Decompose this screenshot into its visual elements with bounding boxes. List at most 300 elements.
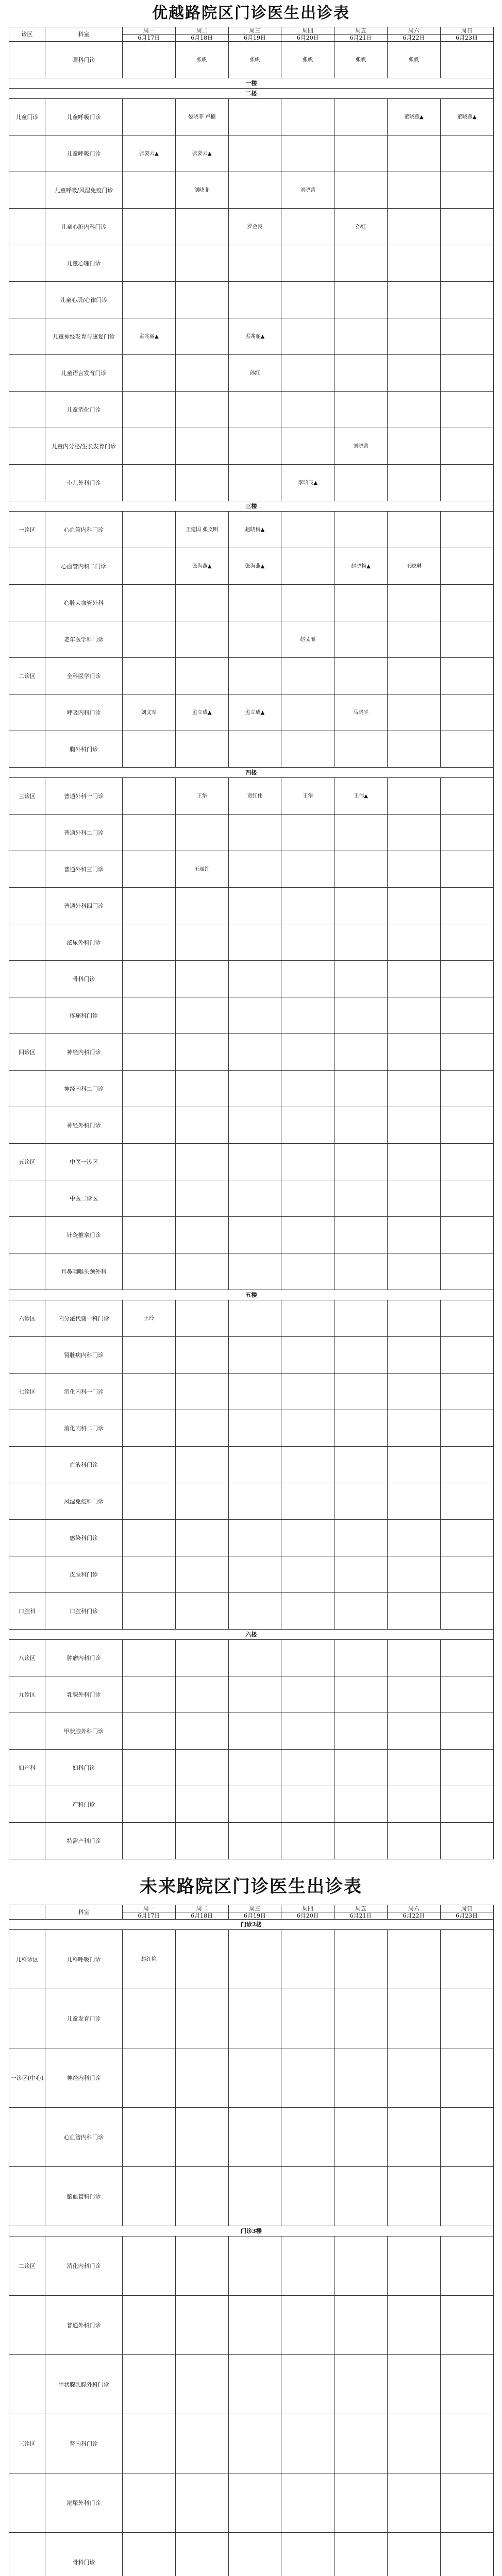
doctor-cell <box>123 1640 176 1676</box>
doctor-cell <box>281 585 334 621</box>
floor-label: 二楼 <box>9 89 494 99</box>
area-cell: 六诊区 <box>9 1300 45 1337</box>
doctor-cell <box>123 1556 176 1593</box>
doctor-cell <box>175 2296 228 2355</box>
doctor-cell <box>281 1144 334 1180</box>
doctor-cell <box>175 924 228 961</box>
area-cell <box>9 851 45 888</box>
table-row <box>9 1410 494 1447</box>
doctor-cell <box>440 1483 493 1520</box>
area-cell <box>9 1253 45 1290</box>
doctor-cell <box>334 888 388 924</box>
floor-divider-row <box>9 768 494 778</box>
doctor-cell: 王建国 张文明 <box>175 512 228 548</box>
doctor-cell <box>334 2355 388 2414</box>
doctor-cell <box>387 1180 440 1217</box>
floor-label: 五楼 <box>9 1290 494 1300</box>
area-cell: 三诊区 <box>9 2414 45 2473</box>
table-row <box>9 2414 494 2473</box>
doctor-cell <box>175 1410 228 1447</box>
table-row <box>9 1786 494 1823</box>
department-cell: 神经内科门诊 <box>45 1034 123 1071</box>
doctor-cell <box>228 888 281 924</box>
doctor-cell <box>228 1989 281 2048</box>
header-weekday: 周二 <box>175 1905 228 1912</box>
doctor-cell <box>281 731 334 768</box>
table-row <box>9 888 494 924</box>
doctor-cell <box>228 1337 281 1374</box>
doctor-cell <box>175 1483 228 1520</box>
header-date: 6月23日 <box>440 35 493 42</box>
department-cell: 心血管内科二门诊 <box>45 548 123 585</box>
table-row <box>9 135 494 172</box>
doctor-cell <box>440 1447 493 1483</box>
doctor-cell <box>440 172 493 209</box>
doctor-cell <box>228 1144 281 1180</box>
doctor-cell <box>175 1217 228 1253</box>
area-cell <box>9 548 45 585</box>
doctor-cell <box>175 1786 228 1823</box>
area-cell <box>9 585 45 621</box>
doctor-cell <box>334 512 388 548</box>
doctor-cell <box>440 1217 493 1253</box>
doctor-cell <box>175 1300 228 1337</box>
doctor-cell <box>440 1300 493 1337</box>
doctor-cell <box>387 135 440 172</box>
doctor-cell <box>123 1989 176 2048</box>
doctor-cell <box>387 1034 440 1071</box>
doctor-cell <box>440 2108 493 2167</box>
department-cell: 中医二诊区 <box>45 1180 123 1217</box>
doctor-cell <box>387 1300 440 1337</box>
header-date: 6月18日 <box>175 1912 228 1920</box>
doctor-cell <box>281 815 334 851</box>
department-cell: 普通外科门诊 <box>45 2296 123 2355</box>
table-row <box>9 815 494 851</box>
doctor-cell <box>175 2473 228 2533</box>
doctor-cell <box>334 172 388 209</box>
doctor-cell <box>123 245 176 282</box>
area-cell: 一诊区 <box>9 512 45 548</box>
department-cell: 心血管内科门诊 <box>45 512 123 548</box>
doctor-cell <box>281 2414 334 2473</box>
area-cell: 二诊区 <box>9 658 45 694</box>
table-row <box>9 1180 494 1217</box>
doctor-cell <box>440 1071 493 1107</box>
doctor-cell <box>123 428 176 465</box>
doctor-cell <box>228 1071 281 1107</box>
doctor-cell <box>440 209 493 245</box>
doctor-cell <box>387 1071 440 1107</box>
doctor-cell <box>440 1520 493 1556</box>
department-cell: 产科门诊 <box>45 1786 123 1823</box>
doctor-cell <box>228 1374 281 1410</box>
doctor-cell <box>440 1107 493 1144</box>
department-cell: 儿童语言发育门诊 <box>45 355 123 392</box>
department-cell: 中医一诊区 <box>45 1144 123 1180</box>
floor-divider-row <box>9 1290 494 1300</box>
table-row <box>9 961 494 997</box>
doctor-cell <box>281 1823 334 1859</box>
doctor-cell: 张帆 <box>281 42 334 78</box>
doctor-cell <box>387 2355 440 2414</box>
doctor-cell <box>334 585 388 621</box>
area-cell: 一诊区(中心) <box>9 2048 45 2108</box>
doctor-cell <box>387 2167 440 2226</box>
doctor-cell <box>334 1786 388 1823</box>
doctor-cell: 王晓琳 <box>387 548 440 585</box>
doctor-cell <box>440 2533 493 2576</box>
doctor-cell <box>175 1593 228 1630</box>
department-cell: 妇科门诊 <box>45 1750 123 1786</box>
area-cell: 妇产科 <box>9 1750 45 1786</box>
doctor-cell: 张帆 <box>228 42 281 78</box>
doctor-cell: 贾红伟 <box>228 778 281 815</box>
doctor-cell <box>123 282 176 318</box>
doctor-cell <box>440 282 493 318</box>
floor-label: 三楼 <box>9 501 494 512</box>
doctor-cell <box>387 2414 440 2473</box>
doctor-cell <box>123 1713 176 1750</box>
doctor-cell <box>175 355 228 392</box>
doctor-cell <box>334 1217 388 1253</box>
doctor-cell <box>334 1144 388 1180</box>
doctor-cell: 罗金良 <box>228 209 281 245</box>
table-row <box>9 209 494 245</box>
doctor-cell <box>334 815 388 851</box>
department-cell: 全科医学门诊 <box>45 658 123 694</box>
table-row <box>9 2167 494 2226</box>
doctor-cell <box>440 1034 493 1071</box>
doctor-cell <box>228 2048 281 2108</box>
department-cell: 针灸推拿门诊 <box>45 1217 123 1253</box>
doctor-cell <box>387 2048 440 2108</box>
table-row <box>9 1144 494 1180</box>
doctor-cell <box>387 465 440 501</box>
doctor-cell <box>387 1483 440 1520</box>
doctor-cell <box>123 1823 176 1859</box>
doctor-cell <box>228 997 281 1034</box>
doctor-cell <box>228 428 281 465</box>
doctor-cell <box>387 1107 440 1144</box>
department-cell: 甲状腺外科门诊 <box>45 1713 123 1750</box>
area-cell <box>9 355 45 392</box>
doctor-cell <box>334 1676 388 1713</box>
area-cell <box>9 621 45 658</box>
table-row <box>9 355 494 392</box>
doctor-cell <box>387 851 440 888</box>
doctor-cell <box>387 731 440 768</box>
department-cell: 皮肤科门诊 <box>45 1556 123 1593</box>
department-cell: 儿童心理门诊 <box>45 245 123 282</box>
doctor-cell <box>175 282 228 318</box>
doctor-cell <box>123 1593 176 1630</box>
doctor-cell <box>440 1786 493 1823</box>
doctor-cell <box>123 1676 176 1713</box>
doctor-cell <box>123 1374 176 1410</box>
department-cell: 神经外科门诊 <box>45 1107 123 1144</box>
header-date: 6月18日 <box>175 35 228 42</box>
doctor-cell <box>440 778 493 815</box>
department-cell: 呼吸内科门诊 <box>45 694 123 731</box>
doctor-cell <box>387 997 440 1034</box>
floor-label: 门诊2楼 <box>9 1920 494 1930</box>
table-row <box>9 512 494 548</box>
doctor-cell <box>123 1410 176 1447</box>
doctor-cell <box>387 924 440 961</box>
doctor-cell <box>334 1823 388 1859</box>
doctor-cell <box>281 99 334 135</box>
area-cell: 五诊区 <box>9 1144 45 1180</box>
doctor-cell <box>440 1556 493 1593</box>
schedule-table <box>9 27 494 1859</box>
doctor-cell <box>281 1676 334 1713</box>
table-row <box>9 465 494 501</box>
doctor-cell <box>228 2533 281 2576</box>
doctor-cell <box>228 1410 281 1447</box>
doctor-cell: 晏晓菲 卢楠 <box>175 99 228 135</box>
department-cell: 脑血管科门诊 <box>45 2167 123 2226</box>
doctor-cell <box>175 1823 228 1859</box>
doctor-cell <box>440 1823 493 1859</box>
doctor-cell <box>387 1713 440 1750</box>
floor-divider-row <box>9 1630 494 1640</box>
doctor-cell <box>440 2048 493 2108</box>
table-row <box>9 2473 494 2533</box>
header-weekday: 周四 <box>281 27 334 35</box>
header-date: 6月17日 <box>123 35 176 42</box>
doctor-cell <box>387 1374 440 1410</box>
doctor-cell <box>440 2296 493 2355</box>
department-cell: 心血管内科门诊 <box>45 2108 123 2167</box>
doctor-cell: 王华 <box>175 778 228 815</box>
doctor-cell <box>440 465 493 501</box>
doctor-cell <box>175 1180 228 1217</box>
doctor-cell <box>387 1640 440 1676</box>
area-cell <box>9 1713 45 1750</box>
doctor-cell <box>334 1640 388 1676</box>
doctor-cell <box>281 888 334 924</box>
table-row <box>9 1217 494 1253</box>
table-row <box>9 2108 494 2167</box>
doctor-cell <box>387 585 440 621</box>
table-row <box>9 1034 494 1071</box>
doctor-cell <box>123 2296 176 2355</box>
doctor-cell <box>175 2048 228 2108</box>
department-cell: 特需产科门诊 <box>45 1823 123 1859</box>
table-row <box>9 318 494 355</box>
doctor-cell <box>440 1374 493 1410</box>
doctor-cell <box>281 1253 334 1290</box>
header-weekday: 周五 <box>334 27 388 35</box>
doctor-cell <box>440 1180 493 1217</box>
table-row <box>9 548 494 585</box>
doctor-cell <box>123 731 176 768</box>
doctor-cell <box>123 99 176 135</box>
doctor-cell <box>123 1034 176 1071</box>
doctor-cell <box>281 135 334 172</box>
doctor-cell <box>123 1107 176 1144</box>
area-cell <box>9 1107 45 1144</box>
header-weekday: 周三 <box>228 27 281 35</box>
doctor-cell <box>440 815 493 851</box>
doctor-cell <box>123 2355 176 2414</box>
floor-divider-row <box>9 1920 494 1930</box>
doctor-cell <box>123 1180 176 1217</box>
doctor-cell <box>387 1337 440 1374</box>
doctor-cell <box>175 961 228 997</box>
department-cell: 儿童呼吸门诊 <box>45 135 123 172</box>
doctor-cell <box>281 694 334 731</box>
doctor-cell <box>123 888 176 924</box>
doctor-cell <box>281 245 334 282</box>
doctor-cell <box>334 99 388 135</box>
doctor-cell: 张帆 <box>334 42 388 78</box>
doctor-cell <box>334 1410 388 1447</box>
doctor-cell <box>281 997 334 1034</box>
area-cell <box>9 815 45 851</box>
doctor-cell <box>228 1034 281 1071</box>
area-cell <box>9 1823 45 1859</box>
table-row <box>9 731 494 768</box>
doctor-cell <box>228 2296 281 2355</box>
doctor-cell <box>123 2048 176 2108</box>
department-cell: 儿童神经发育与康复门诊 <box>45 318 123 355</box>
doctor-cell <box>387 1930 440 1989</box>
doctor-cell: 王丽红 <box>175 851 228 888</box>
doctor-cell <box>334 2296 388 2355</box>
table-row <box>9 2533 494 2576</box>
doctor-cell <box>440 512 493 548</box>
doctor-cell <box>228 172 281 209</box>
doctor-cell <box>228 1180 281 1217</box>
department-cell: 泌尿外科门诊 <box>45 2473 123 2533</box>
doctor-cell <box>440 2473 493 2533</box>
area-cell <box>9 1989 45 2048</box>
header-date: 6月22日 <box>387 1912 440 1920</box>
doctor-cell <box>387 694 440 731</box>
area-cell <box>9 1410 45 1447</box>
doctor-cell <box>334 997 388 1034</box>
doctor-cell <box>334 1483 388 1520</box>
doctor-cell <box>387 621 440 658</box>
area-cell <box>9 1483 45 1520</box>
doctor-cell <box>440 1750 493 1786</box>
department-cell: 神经内科门诊 <box>45 2048 123 2108</box>
doctor-cell: 赵晓梅▲ <box>334 548 388 585</box>
doctor-cell <box>387 2108 440 2167</box>
doctor-cell: 马晓平 <box>334 694 388 731</box>
doctor-cell <box>334 1034 388 1071</box>
doctor-cell <box>281 318 334 355</box>
area-cell <box>9 1071 45 1107</box>
area-cell <box>9 1520 45 1556</box>
area-cell <box>9 392 45 428</box>
doctor-cell: 刘晓蕾 <box>334 428 388 465</box>
table-row <box>9 778 494 815</box>
header-weekday: 周三 <box>228 1905 281 1912</box>
area-cell <box>9 1217 45 1253</box>
doctor-cell <box>334 1253 388 1290</box>
doctor-cell: 张海燕▲ <box>175 548 228 585</box>
doctor-cell <box>334 1374 388 1410</box>
doctor-cell <box>281 2108 334 2167</box>
doctor-cell <box>334 465 388 501</box>
doctor-cell <box>175 621 228 658</box>
doctor-cell <box>440 1676 493 1713</box>
doctor-cell <box>228 245 281 282</box>
doctor-cell <box>440 2167 493 2226</box>
header-date: 6月22日 <box>387 35 440 42</box>
doctor-cell <box>334 135 388 172</box>
doctor-cell <box>228 392 281 428</box>
doctor-cell <box>123 2414 176 2473</box>
doctor-cell <box>281 512 334 548</box>
doctor-cell <box>440 2355 493 2414</box>
doctor-cell <box>175 1337 228 1374</box>
doctor-cell <box>123 392 176 428</box>
doctor-cell <box>387 1520 440 1556</box>
doctor-cell <box>387 1593 440 1630</box>
header-area <box>9 1905 45 1920</box>
doctor-cell <box>123 961 176 997</box>
doctor-cell <box>440 924 493 961</box>
table-row <box>9 282 494 318</box>
doctor-cell <box>281 1107 334 1144</box>
doctor-cell <box>281 2296 334 2355</box>
doctor-cell <box>334 621 388 658</box>
floor-divider-row <box>9 2226 494 2236</box>
doctor-cell <box>334 282 388 318</box>
doctor-cell <box>228 135 281 172</box>
header-weekday: 周六 <box>387 1905 440 1912</box>
table-row <box>9 99 494 135</box>
header-date: 6月21日 <box>334 1912 388 1920</box>
doctor-cell <box>228 2236 281 2296</box>
area-cell <box>9 997 45 1034</box>
table-row <box>9 997 494 1034</box>
doctor-cell: 张海燕▲ <box>228 548 281 585</box>
table-row <box>9 245 494 282</box>
doctor-cell: 张帆 <box>387 42 440 78</box>
doctor-cell <box>123 997 176 1034</box>
floor-divider-row <box>9 501 494 512</box>
header-weekday: 周六 <box>387 27 440 35</box>
area-cell <box>9 209 45 245</box>
doctor-cell <box>175 1640 228 1676</box>
doctor-cell <box>228 1713 281 1750</box>
doctor-cell <box>123 585 176 621</box>
doctor-cell <box>228 1593 281 1630</box>
doctor-cell <box>334 1750 388 1786</box>
doctor-cell <box>123 1750 176 1786</box>
schedule-table <box>9 1905 494 2576</box>
header-dept: 科室 <box>45 27 123 42</box>
doctor-cell <box>281 1640 334 1676</box>
schedule-section <box>0 1869 502 2576</box>
doctor-cell <box>334 355 388 392</box>
department-cell: 普通外科一门诊 <box>45 778 123 815</box>
doctor-cell <box>281 392 334 428</box>
department-cell: 老年医学科门诊 <box>45 621 123 658</box>
table-row <box>9 2296 494 2355</box>
header-weekday: 周四 <box>281 1905 334 1912</box>
doctor-cell <box>228 2473 281 2533</box>
area-cell <box>9 318 45 355</box>
area-cell <box>9 924 45 961</box>
doctor-cell <box>123 1071 176 1107</box>
table-row <box>9 1713 494 1750</box>
